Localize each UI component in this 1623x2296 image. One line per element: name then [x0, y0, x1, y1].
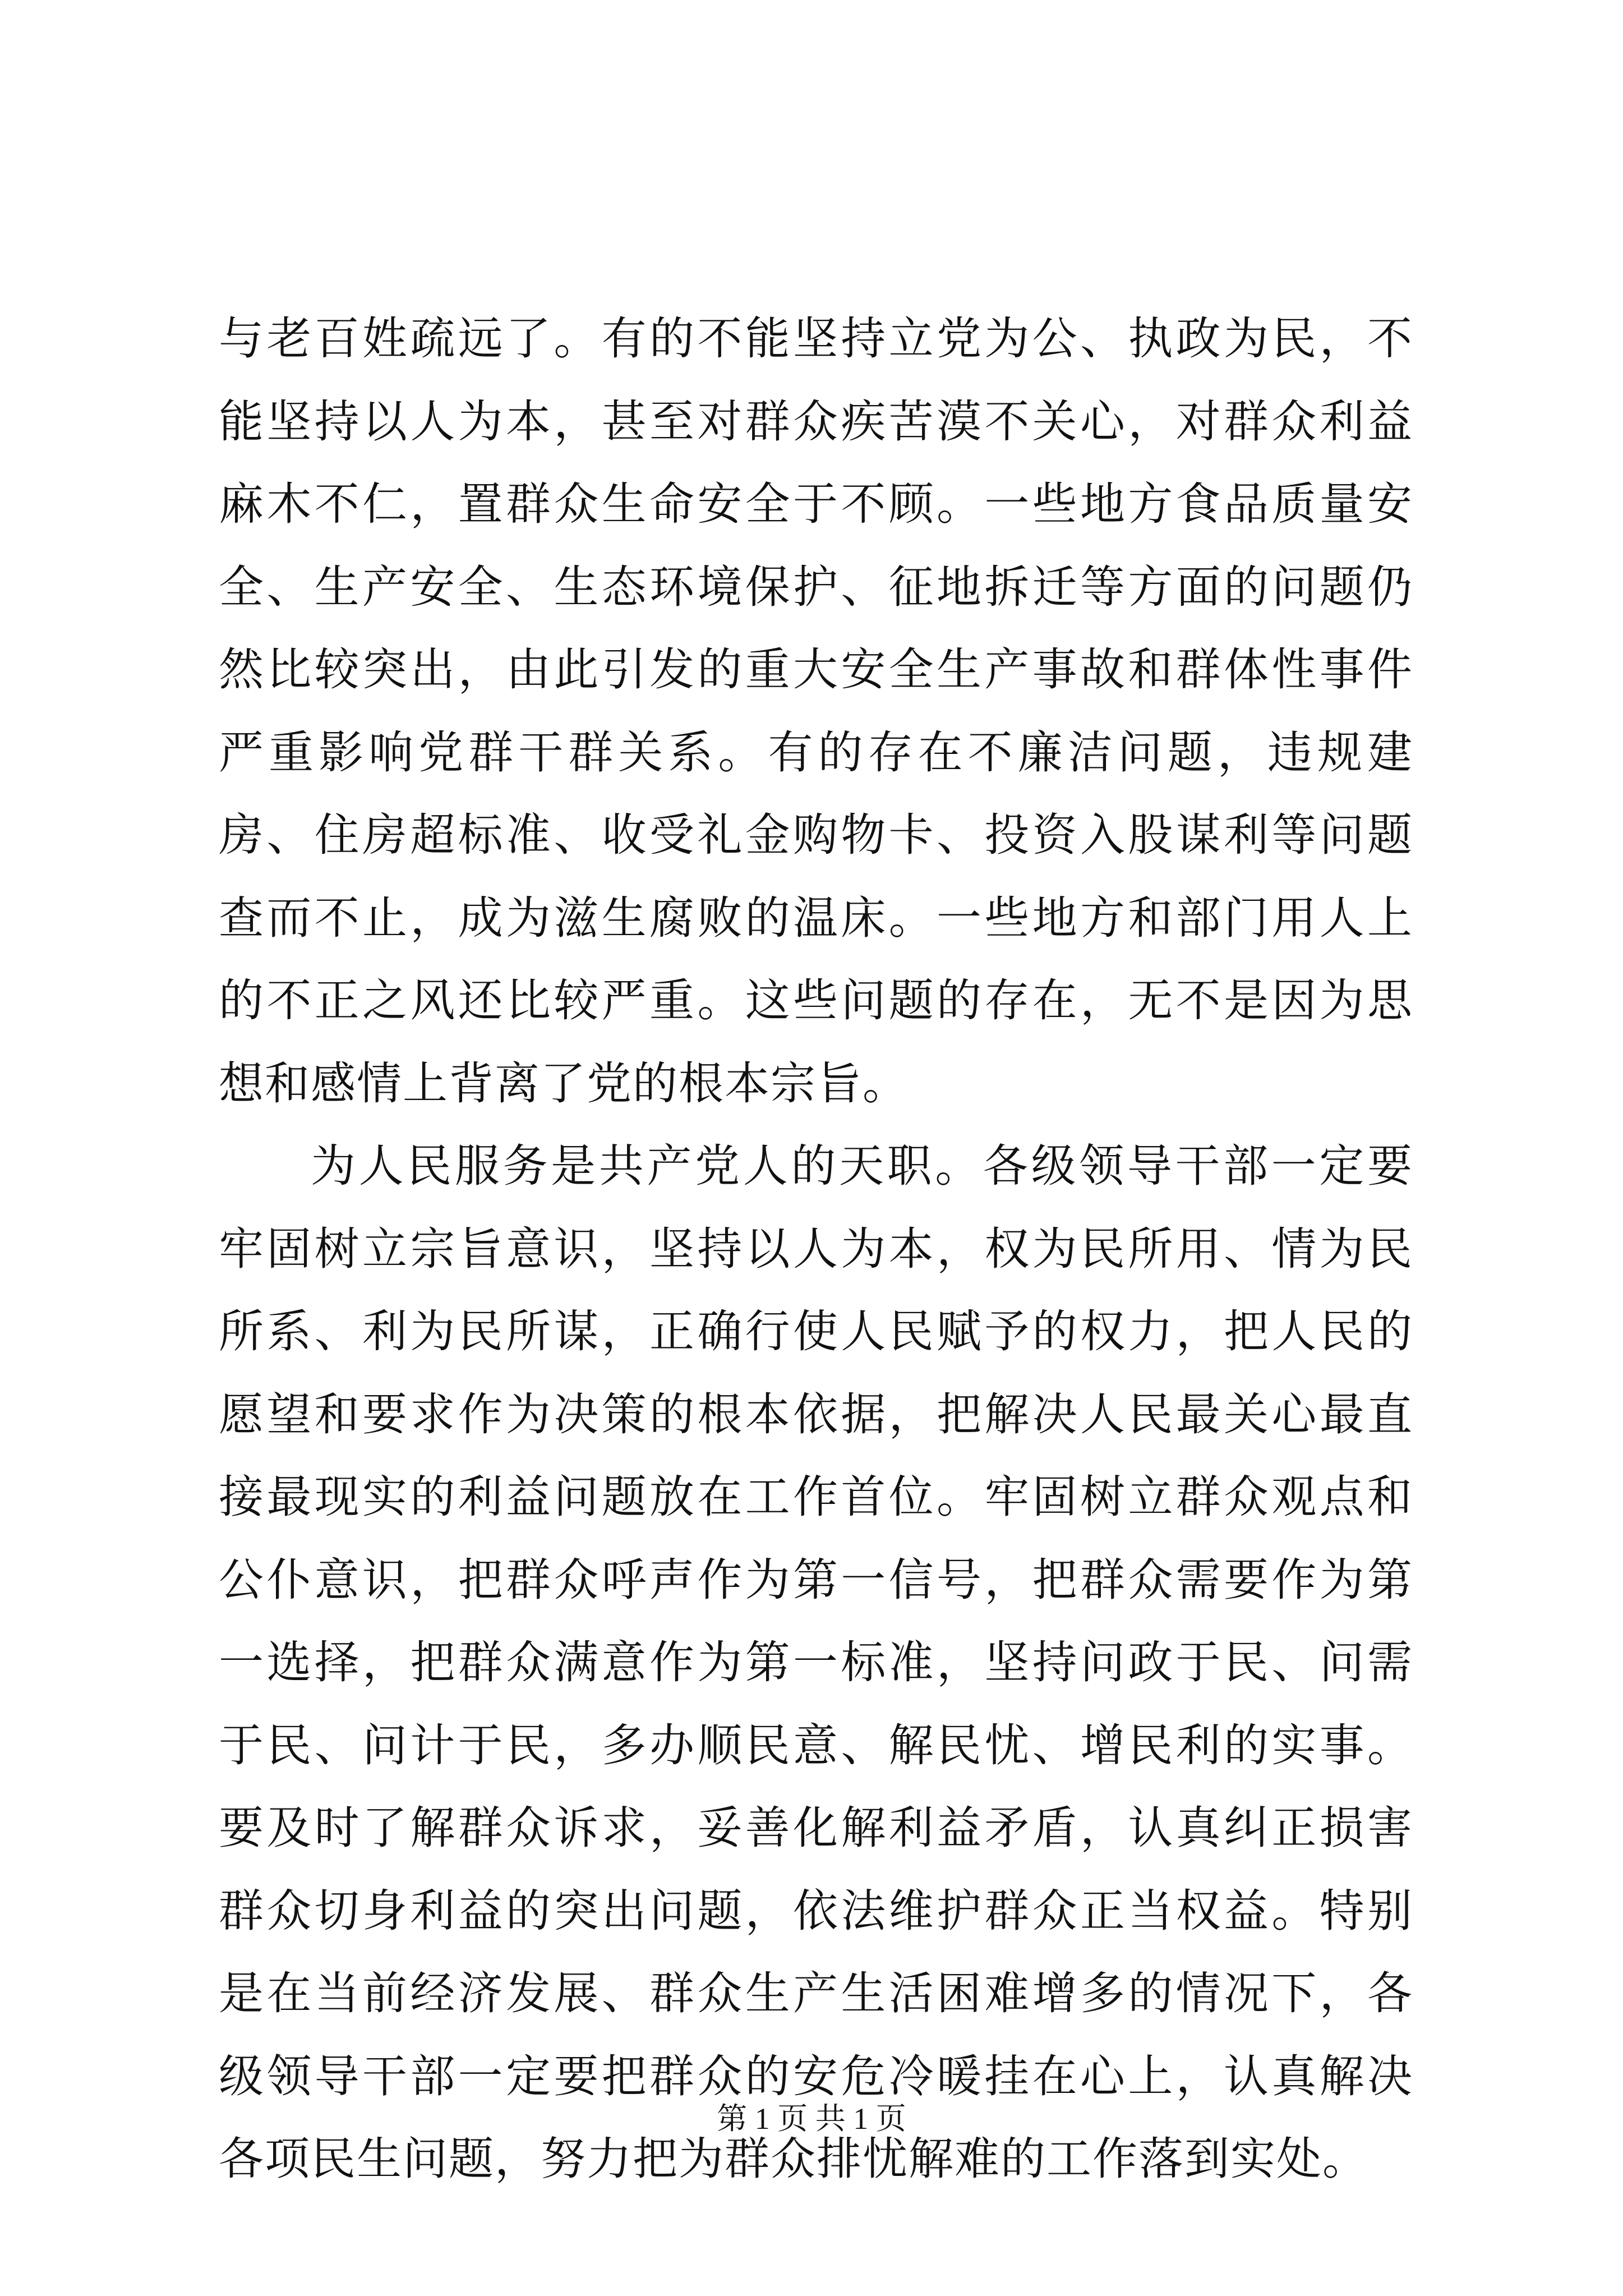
paragraph-1: 与老百姓疏远了。有的不能坚持立党为公、执政为民，不能坚持以人为本，甚至对群众疾苦漠不关心，对群众利益麻木不仁，置群众生命安全于不顾。一些地方食品质量安全、生产安全、生态环境保护、征地拆迁等方面的问题仍然比较突出，由此引发的重大安全生产事故和群体性事件严重影响党群干群关系。有的存在不廉洁问题，违规建房、住房超标准、收受礼金购物卡、投资入股谋利等问题查而不止，成为滋生腐败的温床。一些地方和部门用人上的不正之风还比较严重。这些问题的存在，无不是因为思想和感情上背离了党的根本宗旨。	[219, 312, 1413, 1110]
document-body	[219, 297, 1413, 2201]
paragraph-2: 为人民服务是共产党人的天职。各级领导干部一定要牢固树立宗旨意识，坚持以人为本，权为民所用、情为民所系、利为民所谋，正确行使人民赋予的权力，把人民的愿望和要求作为决策的根本依据，把解决人民最关心最直接最现实的利益问题放在工作首位。牢固树立群众观点和公仆意识，把群众呼声作为第一信号，把群众需要作为第一选择，把群众满意作为第一标准，坚持问政于民、问需于民、问计于民，多办顺民意、解民忧、增民利的实事。要及时了解群众诉求，妥善化解利益矛盾，认真纠正损害群众切身利益的突出问题，依法维护群众正当权益。特别是在当前经济发展、群众生产生活困难增多的情况下，各级领导干部一定要把群众的安危冷暖挂在心上，认真解决各项民生问题，努力把为群众排忧解难的工作落到实处。	[219, 1140, 1413, 2185]
page-footer: 第 1 页 共 1 页	[717, 2102, 906, 2136]
